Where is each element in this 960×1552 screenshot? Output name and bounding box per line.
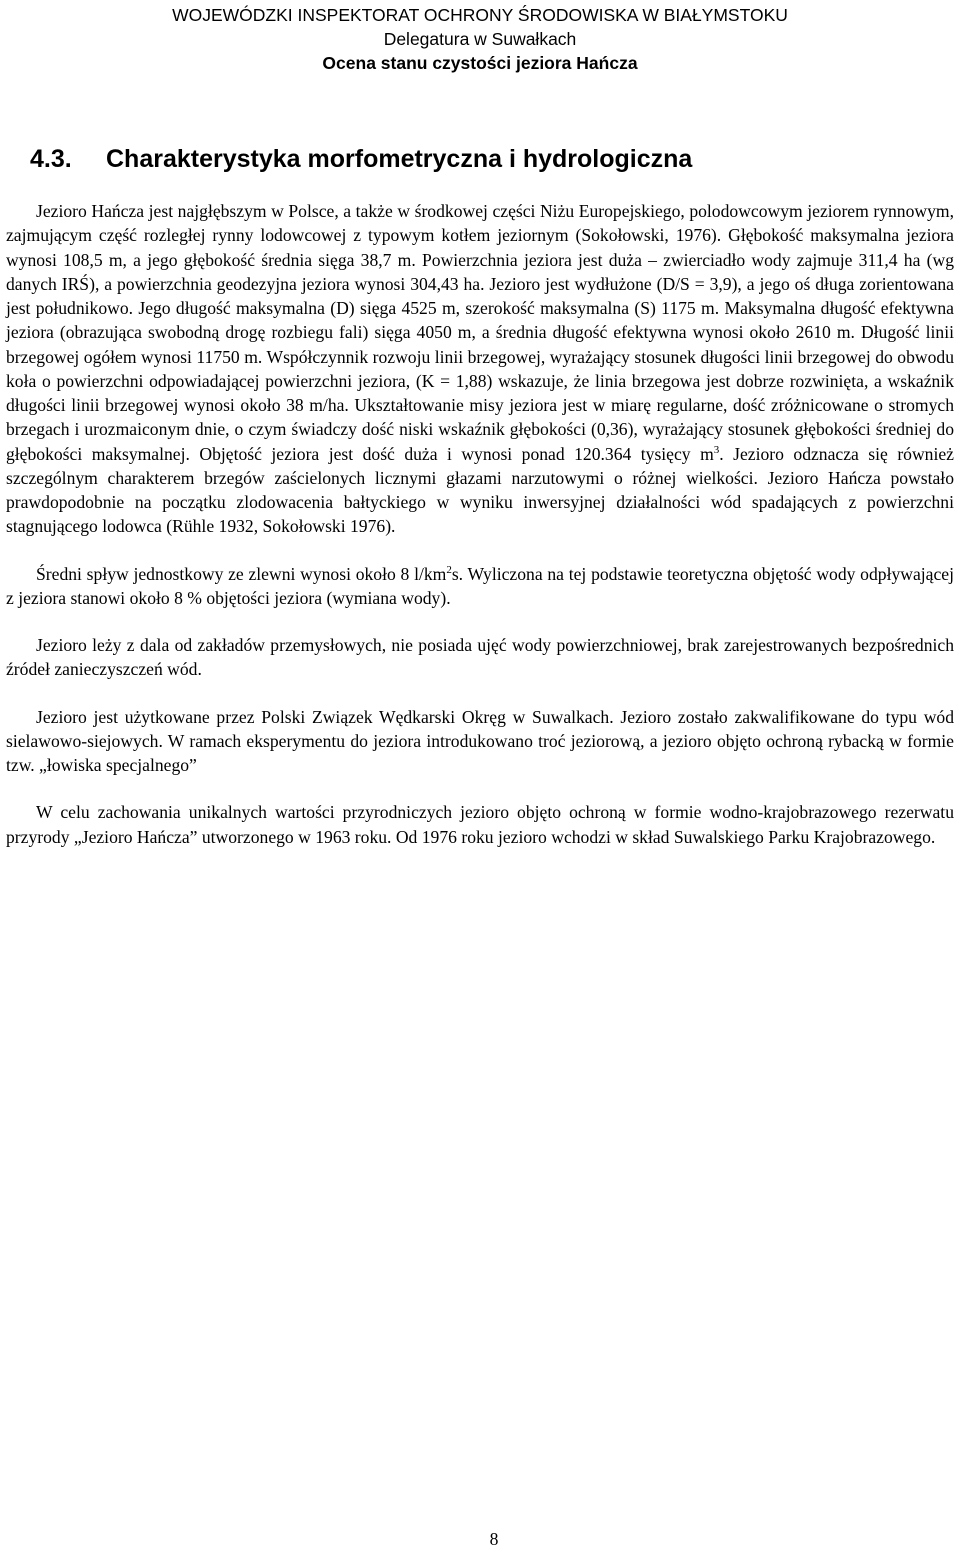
paragraph-runoff (6, 562, 954, 611)
paragraph-reserve: W celu zachowania unikalnych wartości przyrodniczych jezioro objęto ochroną w formie wodno-krajobrazowego rezerwatu przyrody „Jezioro Hańcza” utworzonego w 1963 roku. Od 1976 roku jezioro wchodzi w skład Suwalskiego Parku Krajobrazowego. (6, 802, 954, 847)
paragraph-runoff-rest: s. Wyliczona na tej podstawie teoretyczna objętość wody odpływającej z jeziora stanowi około 8 % objętości jeziora (wymiana wody). (6, 563, 954, 608)
paragraph-runoff-text: Średni spływ jednostkowy ze zlewni wynosi około 8 l/km (36, 563, 447, 584)
header-report-title: Ocena stanu czystości jeziora Hańcza (322, 53, 638, 73)
section-title: Charakterystyka morfometryczna i hydrologiczna (106, 145, 693, 173)
paragraph-morphometry (6, 199, 954, 539)
paragraph-fishing: Jezioro jest użytkowane przez Polski Związek Wędkarski Okręg w Suwalkach. Jezioro zostało zakwalifikowane do typu wód sielawowo-siejowych. W ramach eksperymentu do jeziora introdukowano troć jeziorową, a jezioro objęto ochroną rybacką w formie tzw. „łowiska specjalnego” (6, 706, 954, 775)
paragraph-pollution: Jezioro leży z dala od zakładów przemysłowych, nie posiada ujęć wody powierzchniowej, brak zarejestrowanych bezpośrednich źródeł zanieczyszczeń wód. (6, 635, 954, 680)
document-body (6, 199, 954, 849)
section-number: 4.3. (30, 145, 72, 173)
section-heading (30, 143, 692, 175)
paragraph-morphometry-rest: . Jezioro odznacza się również szczególnym charakterem brzegów zaścielonych licznymi głazami narzutowymi o różnej wielkości. Jezioro Hańcza powstało prawdopodobnie na początku zlodowacenia bałtyckiego w wyniku inwersyjnej działalności wód spadających z powierzchni stagnującego lodowca (Rühle 1932, Sokołowski 1976). (6, 443, 954, 537)
page-number: 8 (489, 1529, 499, 1549)
superscript-cubic: 3 (713, 443, 720, 456)
header-organization: WOJEWÓDZKI INSPEKTORAT OCHRONY ŚRODOWISKA W BIAŁYMSTOKU (172, 5, 788, 25)
paragraph-morphometry-text: Jezioro Hańcza jest najgłębszym w Polsce, a także w środkowej części Niżu Europejskiego, polodowcowym jeziorem rynnowym, zajmującym część rozległej rynny lodowcowej z typowym kotłem jeziornym (Sokołowski, 1976). Głębokość maksymalna jeziora wynosi 108,5 m, a jego głębokość średnia sięga 38,7 m. Powierzchnia jeziora jest duża – zwierciadło wody zajmuje 311,4 ha (wg danych IRŚ), a powierzchnia geodezyjna jeziora wynosi 304,43 ha. Jezioro jest wydłużone (D/S = 3,9), a jego oś długa zorientowana jest południkowo. Jego długość maksymalna (D) sięga 4525 m, szerokość maksymalna (S) 1175 m. Maksymalna długość efektywna jeziora (obrazująca swobodną drogę rozbiegu fali) sięga 4050 m, a średnia długość efektywna wynosi około 2610 m. Długość linii brzegowej ogółem wynosi 11750 m. Współczynnik rozwoju linii brzegowej, wyrażający stosunek długości linii brzegowej do obwodu koła o powierzchni odpowiadającej powierzchni jeziora, (K = 1,88) wskazuje, że linia brzegowa jest dobrze rozwinięta, a wskaźnik długości linii brzegowej wynosi około 38 m/ha. Ukształtowanie misy jeziora jest w miarę regularne, dość zróżnicowane o stromych brzegach i urozmaiconym dnie, o czym świadczy dość niski wskaźnik głębokości (0,36), wyrażający stosunek głębokości średniej do głębokości maksymalnej. Objętość jeziora jest dość duża i wynosi ponad 120.364 tysięcy m (6, 201, 954, 464)
header-branch: Delegatura w Suwałkach (383, 29, 577, 49)
superscript-square: 2 (446, 563, 452, 576)
page-header (0, 3, 960, 75)
